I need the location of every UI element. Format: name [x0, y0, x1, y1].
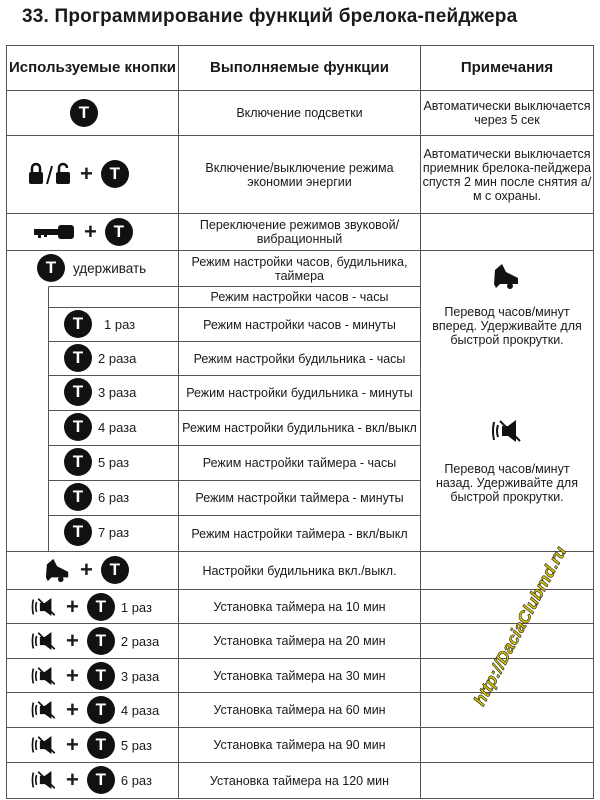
press-count: 7 раз: [98, 524, 130, 540]
button-cell: [30, 627, 159, 655]
lock-unlock-icon: [28, 162, 72, 186]
plus-sign: +: [84, 219, 97, 244]
t-button-icon: T: [37, 254, 65, 282]
button-cell: [64, 518, 129, 546]
function-cell: Режим настройки часов, будильника, таймера: [191, 254, 408, 283]
function-cell: Режим настройки часов - часы: [210, 290, 389, 304]
t-button-icon: T: [64, 448, 92, 476]
button-cell: [64, 448, 129, 476]
page-title: 33. Программирование функций брелока-пейджера: [22, 6, 518, 27]
note-cell: Автоматически выключается приемник брелока-пейджера спустя 2 мин после снятия а/м с охраны.: [422, 146, 592, 203]
button-cell: [64, 413, 136, 441]
mute-speaker-icon: [490, 418, 524, 444]
function-cell: Режим настройки таймера - часы: [202, 456, 397, 470]
button-cell: [70, 99, 98, 127]
plus-sign: +: [66, 767, 79, 792]
function-cell: Включение подсветки: [236, 106, 363, 120]
vibration-icon: [30, 629, 58, 653]
key-icon: [32, 221, 76, 243]
button-cell: [64, 310, 135, 338]
t-button-icon: T: [64, 344, 92, 372]
t-button-icon: T: [87, 731, 115, 759]
header-buttons: Используемые кнопки: [8, 59, 177, 76]
function-cell: Переключение режимов звуковой/вибрационный: [199, 218, 400, 246]
hold-label: удерживать: [73, 260, 147, 276]
function-cell: Настройки будильника вкл./выкл.: [202, 563, 397, 578]
t-button-icon: T: [87, 593, 115, 621]
press-count: 5 раз: [120, 737, 152, 753]
function-cell: Включение/выключение режима экономии энергии: [205, 160, 394, 189]
t-button-icon: T: [87, 696, 115, 724]
button-cell: [30, 766, 152, 794]
plus-sign: +: [66, 594, 79, 619]
header-functions: Выполняемые функции: [210, 59, 389, 76]
function-cell: Режим настройки таймера - вкл/выкл: [191, 526, 408, 541]
press-count: 1 раз: [120, 599, 152, 615]
button-cell: [64, 344, 136, 372]
press-count: 2 раза: [98, 350, 137, 366]
vibration-icon: [30, 698, 58, 722]
function-cell: Установка таймера на 120 мин: [209, 773, 390, 788]
press-count: 3 раза: [120, 668, 160, 684]
button-cell: [37, 254, 146, 282]
t-button-icon: T: [87, 662, 115, 690]
note-forward: Перевод часов/минут вперед. Удерживайте для быстрой прокрутки.: [432, 305, 582, 347]
t-button-icon: T: [70, 99, 98, 127]
button-cell: [30, 662, 159, 690]
alarm-bell-icon: [492, 262, 522, 290]
button-cell: [32, 218, 133, 246]
vibration-icon: [30, 664, 58, 688]
plus-sign: +: [66, 732, 79, 757]
header-notes: Примечания: [460, 59, 554, 76]
press-count: 2 раза: [120, 633, 160, 649]
function-cell: Режим настройки часов - минуты: [203, 317, 396, 332]
press-count: 4 раза: [120, 702, 160, 718]
watermark: http://DaciaClubmd.ru: [470, 543, 571, 709]
note-backward: Перевод часов/минут назад. Удерживайте для быстрой прокрутки.: [436, 462, 578, 504]
press-count: 3 раза: [98, 384, 137, 400]
button-cell: [44, 556, 129, 584]
button-cell: [30, 593, 152, 621]
t-button-icon: T: [105, 218, 133, 246]
button-cell: [30, 696, 159, 724]
button-cell: [30, 731, 152, 759]
button-cell: [64, 483, 129, 511]
function-cell: Установка таймера на 60 мин: [213, 703, 386, 717]
t-button-icon: T: [87, 766, 115, 794]
plus-sign: +: [80, 161, 93, 186]
press-count: 6 раз: [98, 489, 130, 505]
t-button-icon: T: [64, 413, 92, 441]
t-button-icon: T: [101, 160, 129, 188]
plus-sign: +: [80, 557, 93, 582]
press-count: 6 раз: [120, 772, 152, 788]
plus-sign: +: [66, 628, 79, 653]
t-button-icon: T: [101, 556, 129, 584]
function-cell: Установка таймера на 30 мин: [213, 668, 386, 683]
t-button-icon: T: [87, 627, 115, 655]
note-cell: Автоматически выключается через 5 сек: [423, 99, 591, 127]
vibration-icon: [30, 595, 58, 619]
function-cell: Установка таймера на 10 мин: [213, 599, 386, 614]
vibration-icon: [30, 768, 58, 792]
function-cell: Установка таймера на 20 мин: [213, 634, 386, 648]
vibration-icon: [30, 733, 58, 757]
button-cell: [64, 378, 136, 406]
t-button-icon: T: [64, 518, 92, 546]
function-cell: Режим настройки будильника - минуты: [186, 386, 413, 400]
t-button-icon: T: [64, 483, 92, 511]
plus-sign: +: [66, 697, 79, 722]
t-button-icon: T: [64, 378, 92, 406]
function-cell: Режим настройки таймера - минуты: [195, 491, 404, 505]
function-cell: Режим настройки будильника - часы: [193, 351, 406, 366]
press-count: 5 раз: [98, 454, 130, 470]
press-count: 1 раз: [104, 316, 136, 332]
press-count: 4 раза: [98, 419, 137, 435]
alarm-bell-icon: [44, 557, 72, 583]
function-cell: Режим настройки будильника - вкл/выкл: [182, 421, 417, 435]
function-cell: Установка таймера на 90 мин: [213, 738, 386, 752]
button-cell: [28, 160, 129, 188]
plus-sign: +: [66, 663, 79, 688]
t-button-icon: T: [64, 310, 92, 338]
